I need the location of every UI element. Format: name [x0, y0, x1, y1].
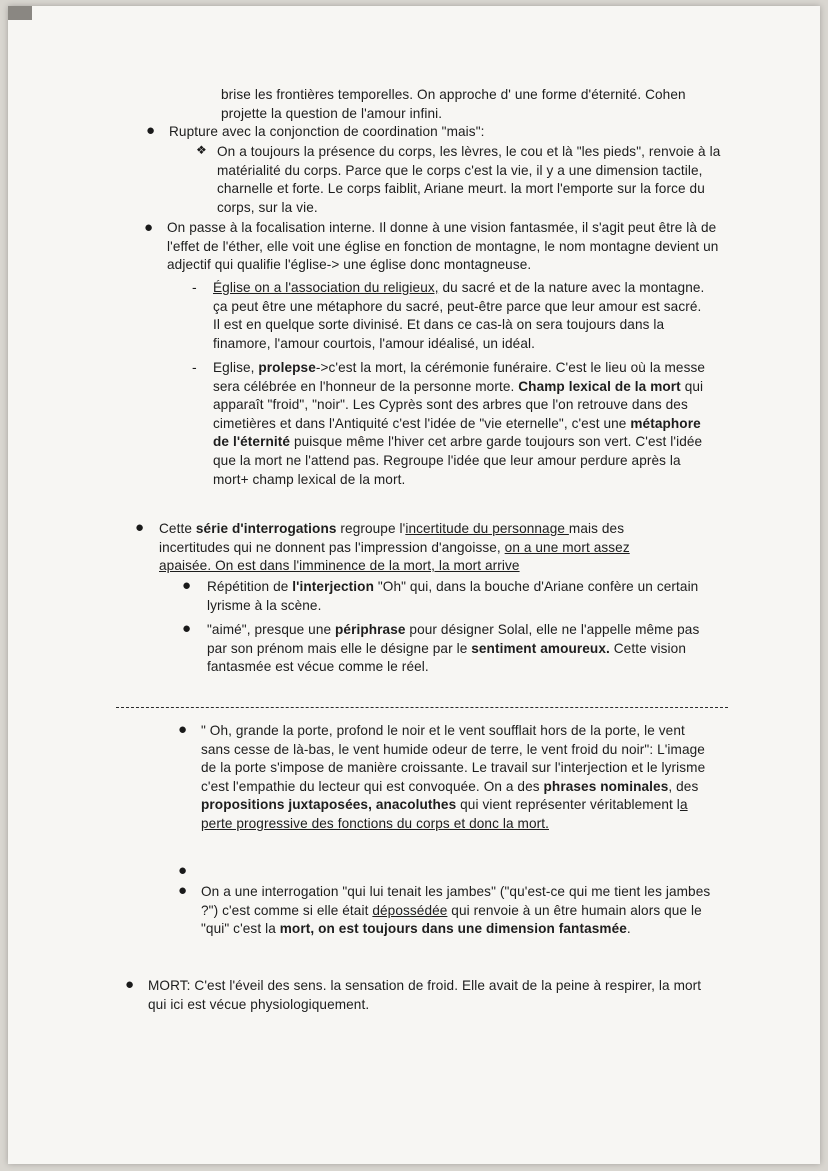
bullet-icon: ●	[125, 976, 135, 993]
bullet-interrogations: Cette série d'interrogations regroupe l'incertitude du personnage mais des incertitudes qui ne donnent pas l'impression d'angoisse, on a une mort assez apaisée. On est dans l'imminence de la mort, la mort arrive	[159, 521, 630, 574]
dash-icon: -	[192, 359, 197, 375]
bullet-icon: ●	[182, 620, 192, 637]
bullet-icon: ●	[135, 519, 145, 536]
paragraph-eternite: brise les frontières temporelles. On approche d' une forme d'éternité. Cohen projette la question de l'amour infini.	[221, 87, 686, 121]
bullet-citation-porte: " Oh, grande la porte, profond le noir et le vent soufflait hors de la porte, le vent sans cesse de là-bas, le vent humide odeur de terre, le vent froid du noir": L'image de la porte s'impose de manière croissante. Le travail sur l'interjection et le lyrisme c'est l'empathie du lecteur qui est convoquée. On a des phrases nominales, des propositions juxtaposées, anacoluthes qui vient représenter véritablement la perte progressive des fonctions du corps et donc la mort.	[201, 723, 706, 831]
bullet-icon: ●	[182, 577, 192, 594]
dash-item-eglise: Église on a l'association du religieux, du sacré et de la nature avec la montagne. ça peut être une métaphore du sacré, peut-être parce que leur amour est sacré. Il est en quelque sorte divinisé. Et dans ce cas-là on sera toujours dans la finamore, l'amour courtois, l'amour idéalisé, un idéal.	[213, 280, 705, 351]
diamond-bullet-icon: ❖	[196, 143, 207, 157]
empty-bullet-icon: ●	[178, 862, 188, 879]
dash-icon: -	[192, 279, 197, 295]
sub-item-corps: On a toujours la présence du corps, les lèvres, le cou et là "les pieds", renvoie à la matérialité du corps. Parce que le corps c'est la vie, il y a une dimension tactile, charnelle et forte. Le corps faiblit, Ariane meurt. la mort l'emporte sur la force du corps, sur la vie.	[217, 144, 721, 215]
bullet-icon: ●	[146, 122, 156, 139]
scanned-page	[8, 6, 820, 1164]
bullet-mort: MORT: C'est l'éveil des sens. la sensation de froid. Elle avait de la peine à respirer, la mort qui ici est vécue physiologiquement.	[148, 978, 702, 1012]
bullet-interrogation-jambes: On a une interrogation "qui lui tenait les jambes" ("qu'est-ce qui me tient les jambes ?") c'est comme si elle était dépossédée qui renvoie à un être humain alors que le "qui" c'est la mort, on est toujours dans une dimension fantasmée.	[201, 884, 711, 937]
scan-corner-mark	[8, 6, 32, 20]
sub-bullet-interjection: Répétition de l'interjection "Oh" qui, dans la bouche d'Ariane confère un certain lyrisme à la scène.	[207, 579, 699, 613]
bullet-icon: ●	[178, 882, 188, 899]
dash-item-prolepse: Eglise, prolepse->c'est la mort, la cérémonie funéraire. C'est le lieu où la messe sera célébrée en l'honneur de la personne morte. Champ lexical de la mort qui apparaît "froid", "noir". Les Cyprès sont des arbres que l'on retrouve dans des cimetières et dans l'Antiquité c'est l'idée de "vie eternelle", c'est une métaphore de l'éternité puisque même l'hiver cet arbre garde toujours son vert. C'est l'idée que la mort ne l'attend pas. Regroupe l'idée que leur amour perdure après la mort+ champ lexical de la mort.	[213, 360, 706, 487]
bullet-icon: ●	[178, 721, 188, 738]
bullet-rupture: Rupture avec la conjonction de coordination "mais":	[169, 124, 485, 139]
bullet-focalisation: On passe à la focalisation interne. Il donne à une vision fantasmée, il s'agit peut être là de l'effet de l'éther, elle voit une église en fonction de montagne, le nom montagne devient un adjectif qui qualifie l'église-> une église donc montagneuse.	[167, 220, 719, 273]
sub-bullet-periphrase: "aimé", presque une périphrase pour désigner Solal, elle ne l'appelle même pas par son prénom mais elle le désigne par le sentiment amoureux. Cette vision fantasmée est vécue comme le réel.	[207, 622, 700, 675]
dashed-separator	[116, 707, 728, 708]
bullet-icon: ●	[144, 219, 154, 236]
